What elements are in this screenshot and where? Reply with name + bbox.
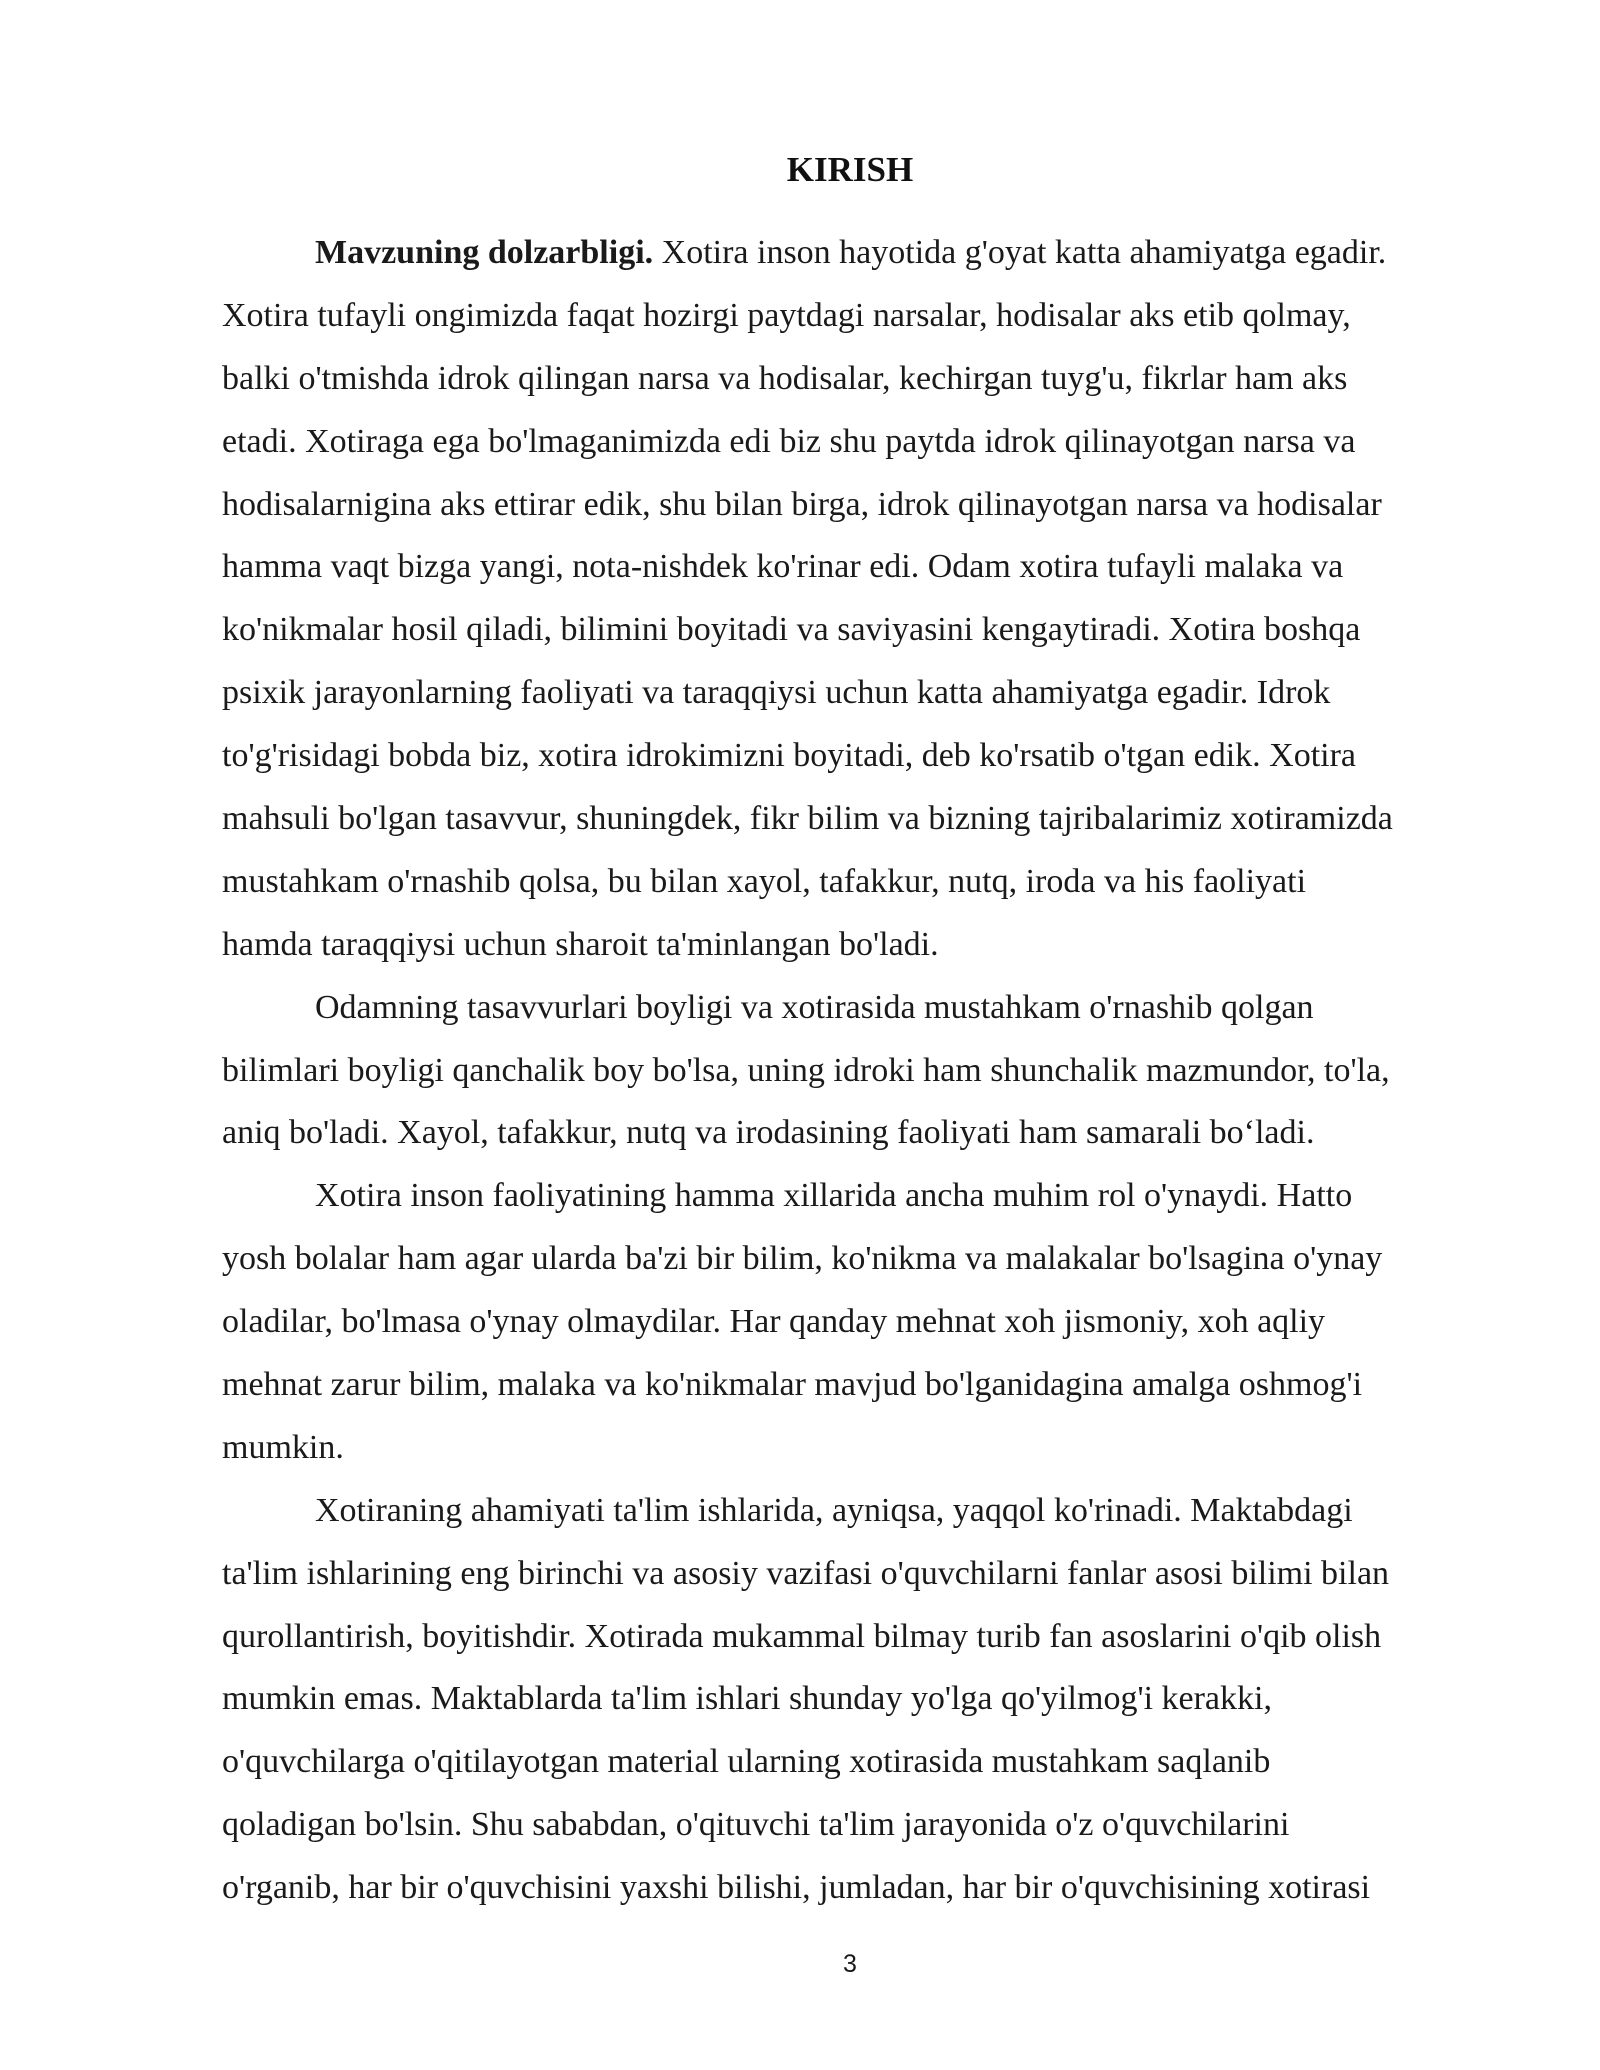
page-title: KIRISH — [786, 150, 914, 189]
paragraph-1 — [222, 222, 1477, 977]
paragraph-line: Xotiraning ahamiyati ta'lim ishlarida, ayniqsa, yaqqol ko'rinadi. Maktabdagi — [315, 1491, 1353, 1529]
paragraph-3 — [222, 1165, 1477, 1479]
paragraph-line: hamda taraqqiysi uchun sharoit ta'minlangan bo'ladi. — [222, 925, 939, 963]
paragraph-line: mumkin emas. Maktablarda ta'lim ishlari shunday yo'lga qo'yilmog'i kerakki, — [222, 1680, 1272, 1718]
paragraph-line: Xotira tufayli ongimizda faqat hozirgi paytdagi narsalar, hodisalar aks etib qolmay, — [222, 296, 1351, 334]
paragraph-line: psixik jarayonlarning faoliyati va taraqqiysi uchun katta ahamiyatga egadir. Idrok — [222, 674, 1331, 712]
document-body — [222, 222, 1477, 1920]
paragraph-line: hodisalarnigina aks ettirar edik, shu bilan birga, idrok qilinayotgan narsa va hodisalar — [222, 485, 1382, 523]
paragraph-line: aniq bo'ladi. Xayol, tafakkur, nutq va irodasining faoliyati ham samarali bo‘ladi. — [222, 1114, 1315, 1152]
paragraph-line: qoladigan bo'lsin. Shu sababdan, o'qituvchi ta'lim jarayonida o'z o'quvchilarini — [222, 1806, 1290, 1844]
paragraph-line: bilimlari boyligi qanchalik boy bo'lsa, uning idroki ham shunchalik mazmundor, to'la, — [222, 1051, 1390, 1089]
paragraph-4 — [222, 1480, 1477, 1920]
paragraph-line: Odamning tasavvurlari boyligi va xotirasida mustahkam o'rnashib qolgan — [315, 988, 1314, 1026]
paragraph-line: mumkin. — [222, 1428, 344, 1466]
paragraph-line: mehnat zarur bilim, malaka va ko'nikmalar mavjud bo'lganidagina amalga oshmog'i — [222, 1366, 1363, 1404]
paragraph-2 — [222, 977, 1477, 1166]
paragraph-line: Xotira inson faoliyatining hamma xillarida ancha muhim rol o'ynaydi. Hatto — [315, 1177, 1353, 1215]
paragraph-line: oladilar, bo'lmasa o'ynay olmaydilar. Har qanday mehnat xoh jismoniy, xoh aqliy — [222, 1303, 1326, 1341]
paragraph-line: ko'nikmalar hosil qiladi, bilimini boyitadi va saviyasini kengaytiradi. Xotira boshqa — [222, 611, 1361, 649]
paragraph-line: Mavzuning dolzarbligi. Xotira inson hayotida g'oyat katta ahamiyatga egadir. — [315, 234, 1387, 271]
paragraph-lead: Mavzuning dolzarbligi. — [315, 234, 654, 271]
paragraph-line: o'rganib, har bir o'quvchisini yaxshi bilishi, jumladan, har bir o'quvchisining xotirasi — [222, 1869, 1371, 1907]
paragraph-line: balki o'tmishda idrok qilingan narsa va hodisalar, kechirgan tuyg'u, fikrlar ham aks — [222, 359, 1348, 397]
paragraph-line: hamma vaqt bizga yangi, nota-nishdek ko'rinar edi. Odam xotira tufayli malaka va — [222, 548, 1344, 586]
paragraph-line: o'quvchilarga o'qitilayotgan material ularning xotirasida mustahkam saqlanib — [222, 1743, 1271, 1781]
paragraph-line: mahsuli bo'lgan tasavvur, shuningdek, fikr bilim va bizning tajribalarimiz xotiramizda — [222, 800, 1393, 838]
paragraph-line: ta'lim ishlarining eng birinchi va asosiy vazifasi o'quvchilarni fanlar asosi bilimi bilan — [222, 1554, 1390, 1592]
paragraph-line: yosh bolalar ham agar ularda ba'zi bir bilim, ko'nikma va malakalar bo'lsagina o'ynay — [222, 1240, 1383, 1278]
paragraph-line: qurollantirish, boyitishdir. Xotirada mukammal bilmay turib fan asoslarini o'qib olish — [222, 1617, 1382, 1655]
paragraph-line: mustahkam o'rnashib qolsa, bu bilan xayol, tafakkur, nutq, iroda va his faoliyati — [222, 862, 1307, 900]
page-number: 3 — [843, 1950, 857, 1978]
paragraph-line: etadi. Xotiraga ega bo'lmaganimizda edi biz shu paytda idrok qilinayotgan narsa va — [222, 422, 1356, 460]
paragraph-line: to'g'risidagi bobda biz, xotira idrokimizni boyitadi, deb ko'rsatib o'tgan edik. Xotira — [222, 737, 1357, 775]
